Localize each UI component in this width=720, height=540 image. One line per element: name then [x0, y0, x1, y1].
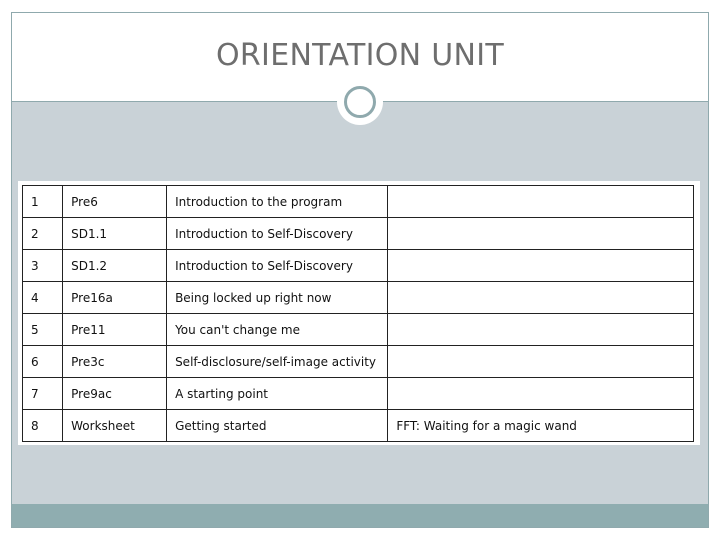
- row-number: 2: [23, 218, 63, 250]
- row-number: 7: [23, 378, 63, 410]
- footer-band: [12, 504, 708, 527]
- table-row: [23, 282, 694, 314]
- row-number: 1: [23, 186, 63, 218]
- lesson-title: Introduction to Self-Discovery: [167, 250, 388, 282]
- lesson-note: [388, 250, 694, 282]
- lesson-title: Being locked up right now: [167, 282, 388, 314]
- table-row: [23, 218, 694, 250]
- lesson-note: [388, 378, 694, 410]
- lesson-note: [388, 346, 694, 378]
- row-number: 4: [23, 282, 63, 314]
- lesson-note: [388, 186, 694, 218]
- lesson-code: SD1.1: [63, 218, 167, 250]
- circle-ring-icon: [337, 79, 383, 125]
- lesson-note: [388, 218, 694, 250]
- lesson-note: FFT: Waiting for a magic wand: [388, 410, 694, 442]
- lesson-title: Self-disclosure/self-image activity: [167, 346, 388, 378]
- lesson-code: Pre6: [63, 186, 167, 218]
- lesson-code: Pre11: [63, 314, 167, 346]
- lesson-table: [22, 185, 694, 442]
- row-number: 5: [23, 314, 63, 346]
- lesson-code: Pre3c: [63, 346, 167, 378]
- lesson-code: Worksheet: [63, 410, 167, 442]
- lesson-note: [388, 314, 694, 346]
- lesson-table-container: [18, 181, 700, 445]
- lesson-code: Pre16a: [63, 282, 167, 314]
- lesson-code: Pre9ac: [63, 378, 167, 410]
- table-row: [23, 378, 694, 410]
- lesson-title: Introduction to the program: [167, 186, 388, 218]
- table-row: [23, 186, 694, 218]
- row-number: 3: [23, 250, 63, 282]
- slide-title: ORIENTATION UNIT: [215, 38, 505, 73]
- table-row: [23, 346, 694, 378]
- lesson-title: Getting started: [167, 410, 388, 442]
- lesson-title: You can't change me: [167, 314, 388, 346]
- lesson-code: SD1.2: [63, 250, 167, 282]
- table-row: [23, 314, 694, 346]
- lesson-note: [388, 282, 694, 314]
- slide: [11, 12, 709, 528]
- row-number: 6: [23, 346, 63, 378]
- lesson-title: Introduction to Self-Discovery: [167, 218, 388, 250]
- table-row: [23, 250, 694, 282]
- row-number: 8: [23, 410, 63, 442]
- table-row: [23, 410, 694, 442]
- lesson-title: A starting point: [167, 378, 388, 410]
